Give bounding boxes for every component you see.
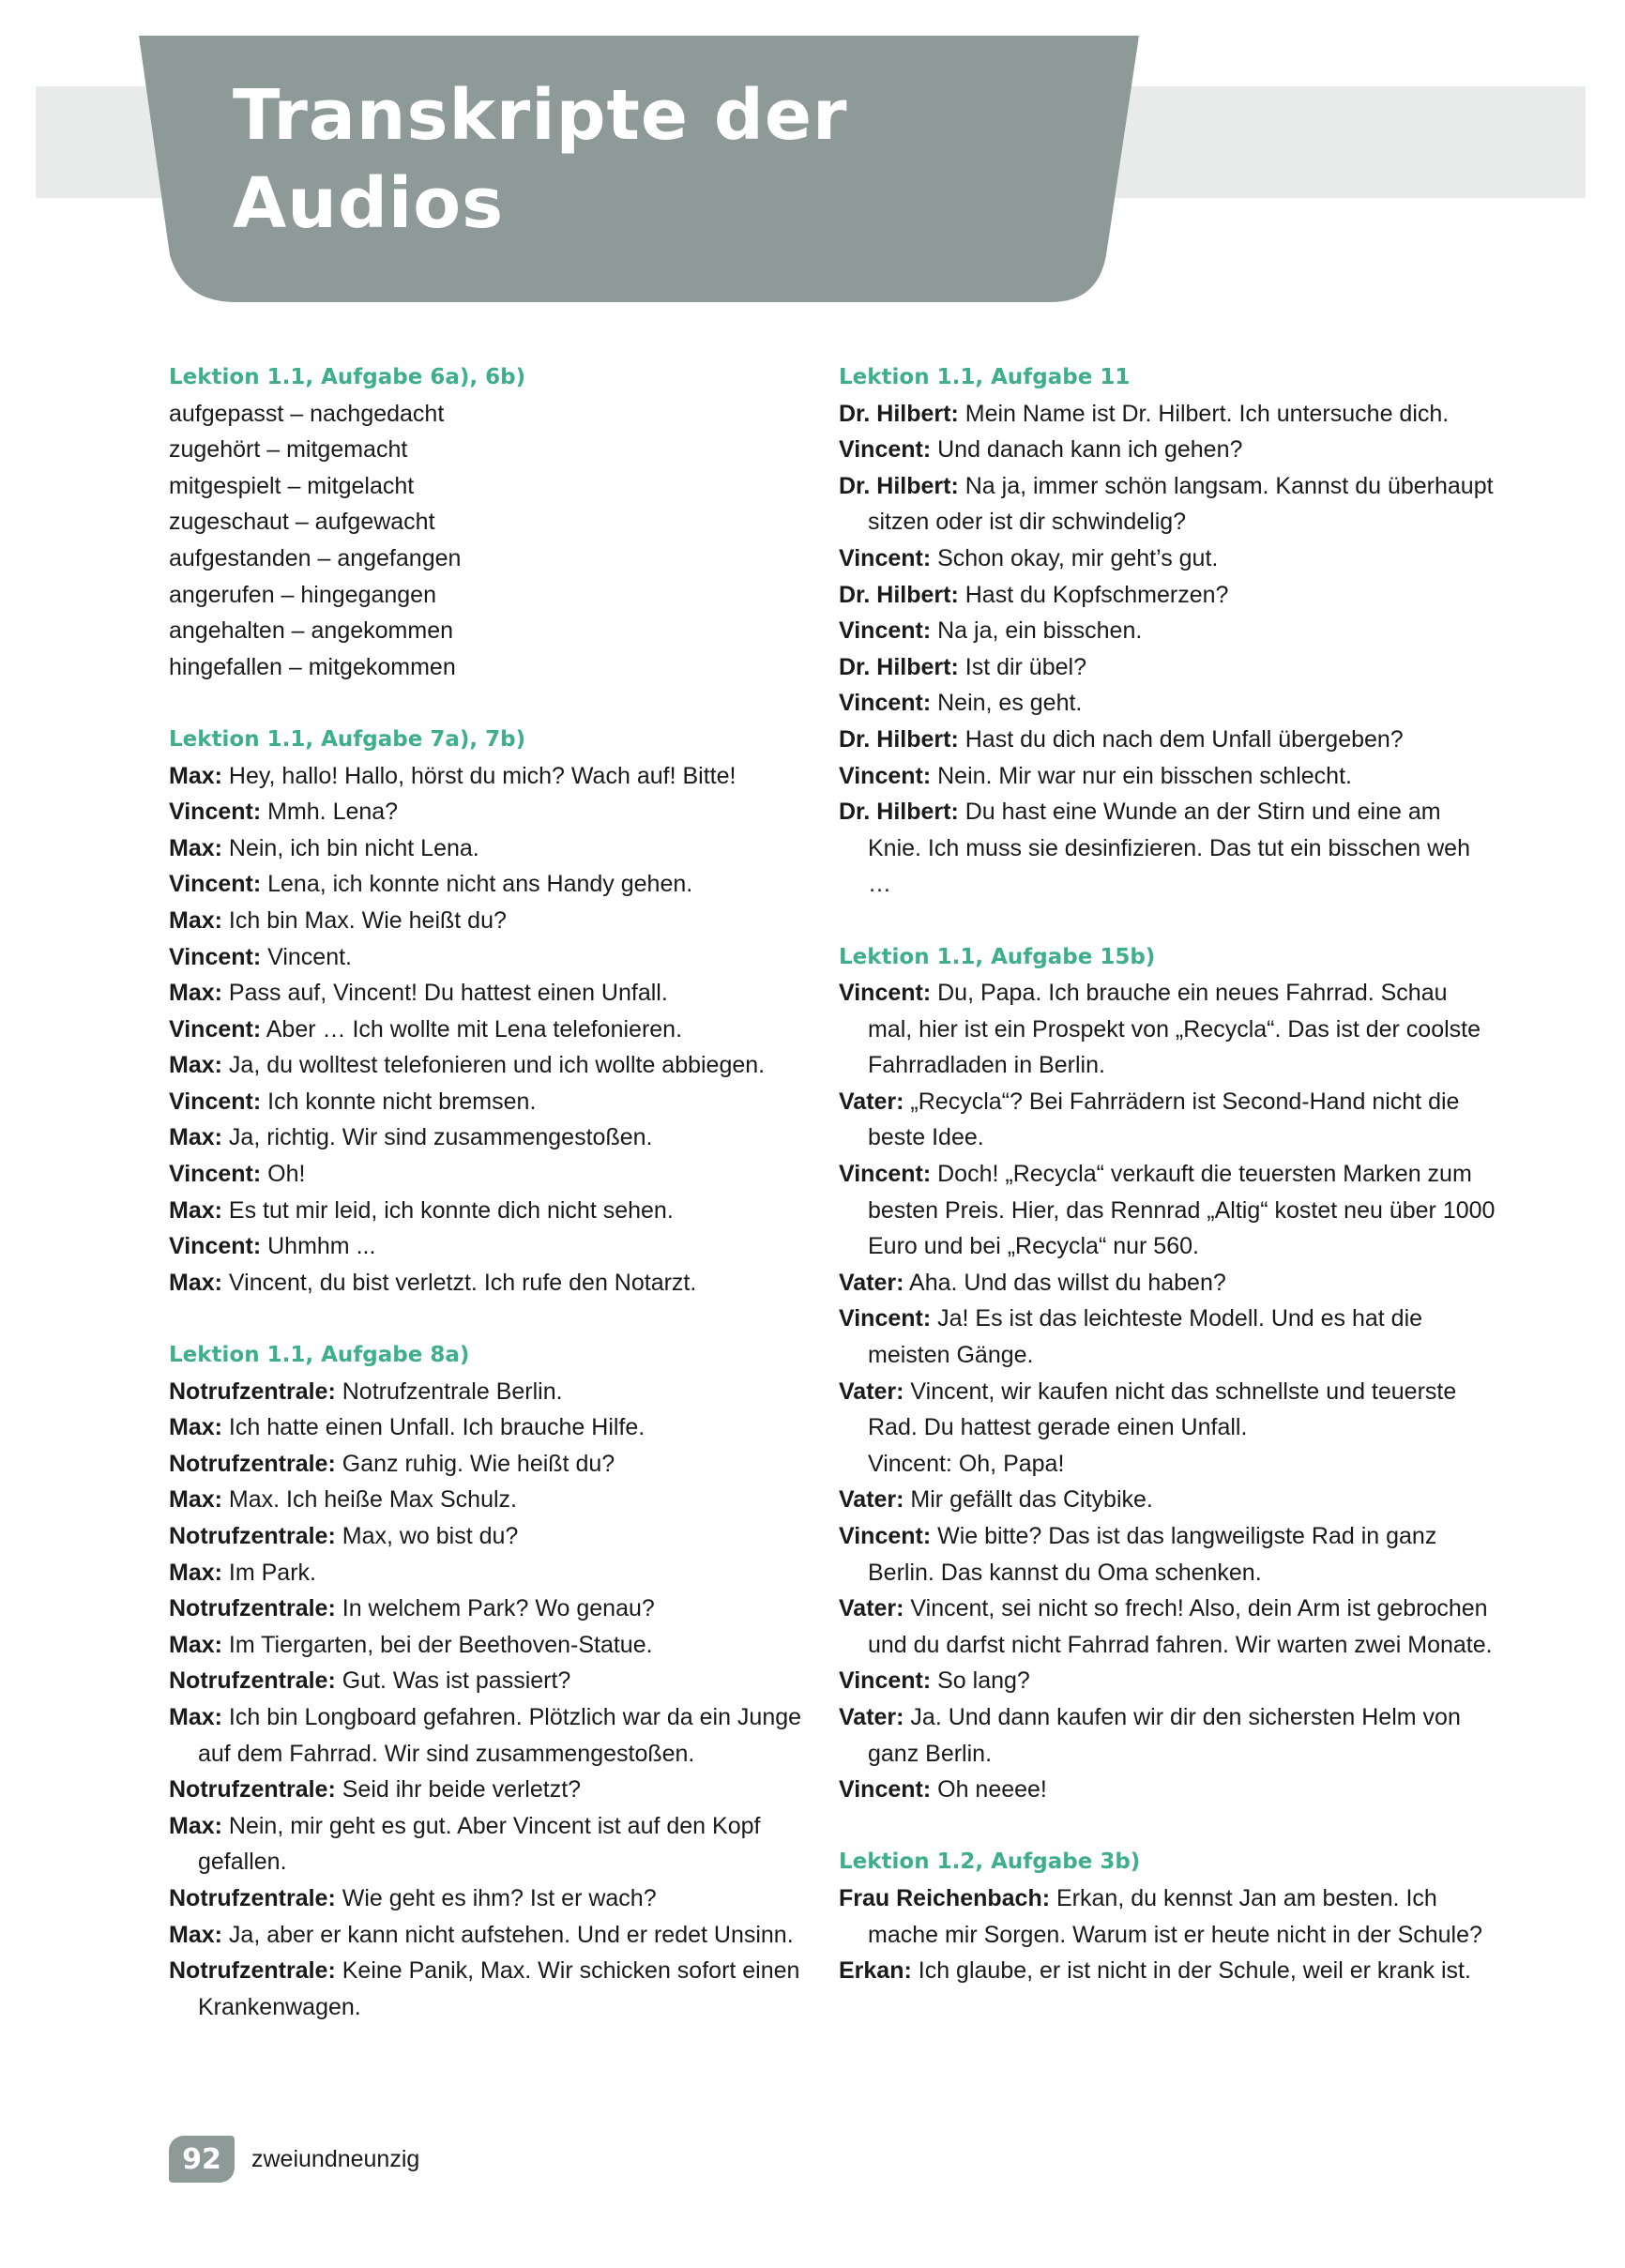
dialogue-text: Seid ihr beide verletzt? xyxy=(335,1776,582,1804)
transcript-section xyxy=(839,939,1496,1808)
dialogue-text: Ja, richtig. Wir sind zusammengestoßen. xyxy=(221,1124,653,1151)
dialogue-text: Uhmhm ... xyxy=(261,1233,376,1260)
speaker-name: Vincent: xyxy=(839,1161,932,1188)
dialogue-line xyxy=(839,396,1496,433)
speaker-name: Vincent: xyxy=(839,762,932,789)
speaker-name: Max: xyxy=(169,1631,222,1658)
dialogue-text: Wie bitte? Das ist das langweiligste Rad in ganz Berlin. Das kannst du Oma schenken. xyxy=(868,1523,1437,1586)
dialogue-line xyxy=(839,540,1496,577)
speaker-name: Max: xyxy=(169,1703,222,1730)
dialogue-line xyxy=(169,1953,826,2025)
transcript-section xyxy=(169,359,826,685)
section-title: Lektion 1.1, Aufgabe 8a) xyxy=(169,1343,470,1368)
word-pair-line: angehalten – angekommen xyxy=(169,617,454,645)
speaker-name: Max: xyxy=(169,1196,222,1224)
dialogue-text: Nein. Mir war nur ein bisschen schlecht. xyxy=(931,762,1352,789)
dialogue-line xyxy=(169,1265,826,1301)
speaker-name: Max: xyxy=(169,1052,222,1079)
section-title: Lektion 1.1, Aufgabe 7a), 7b) xyxy=(169,726,526,752)
dialogue-line xyxy=(169,1591,826,1627)
dialogue-line xyxy=(839,577,1496,614)
speaker-name: Max: xyxy=(169,1414,222,1441)
dialogue-text: Vincent, du bist verletzt. Ich rufe den Notarzt. xyxy=(221,1269,697,1296)
dialogue-line xyxy=(169,794,826,830)
dialogue-line xyxy=(839,1374,1496,1446)
dialogue-text: Ich konnte nicht bremsen. xyxy=(261,1088,537,1115)
speaker-name: Notrufzentrale: xyxy=(169,1667,336,1695)
dialogue-line xyxy=(169,1228,826,1265)
dialogue-text: Im Park. xyxy=(221,1559,316,1586)
dialogue-line xyxy=(839,794,1496,903)
dialogue-line xyxy=(839,685,1496,722)
section-title: Lektion 1.1, Aufgabe 6a), 6b) xyxy=(169,365,526,389)
page-footer xyxy=(169,2136,419,2183)
word-pair-line: aufgepasst – nachgedacht xyxy=(169,400,445,427)
dialogue-line xyxy=(839,1953,1496,1989)
section-title: Lektion 1.2, Aufgabe 3b) xyxy=(839,1849,1141,1875)
dialogue-line xyxy=(169,903,826,939)
dialogue-text: Du, Papa. Ich brauche ein neues Fahrrad. Schau mal, hier ist ein Prospekt von „Recycla“. Das ist der coolste Fahrradladen in Berlin. xyxy=(868,980,1481,1079)
dialogue-text: Ich bin Max. Wie heißt du? xyxy=(221,906,507,934)
speaker-name: Vincent: xyxy=(839,1305,932,1332)
word-pair-line: mitgespielt – mitgelacht xyxy=(169,472,415,499)
speaker-name: Vincent: xyxy=(839,1776,932,1804)
dialogue-line xyxy=(839,1699,1496,1772)
dialogue-text: Wie geht es ihm? Ist er wach? xyxy=(335,1884,657,1911)
dialogue-line xyxy=(169,1518,826,1555)
dialogue-text: Ja, du wolltest telefonieren und ich wollte abbiegen. xyxy=(221,1052,766,1079)
dialogue-line xyxy=(169,758,826,795)
section-title: Lektion 1.1, Aufgabe 15b) xyxy=(839,944,1156,969)
speaker-name: Vincent: xyxy=(169,1088,262,1115)
dialogue-line xyxy=(169,1156,826,1193)
section-title: Lektion 1.1, Aufgabe 11 xyxy=(839,365,1131,389)
speaker-name: Notrufzentrale: xyxy=(169,1450,336,1477)
dialogue-text: Vincent. xyxy=(261,943,352,970)
dialogue-line xyxy=(839,722,1496,758)
speaker-name: Vincent: xyxy=(839,436,932,464)
speaker-name: Max: xyxy=(169,762,222,789)
dialogue-text: Erkan, du kennst Jan am besten. Ich mache mir Sorgen. Warum ist er heute nicht in der Schule? xyxy=(868,1884,1482,1948)
speaker-name: Notrufzentrale: xyxy=(169,1595,336,1622)
dialogue-line xyxy=(839,1591,1496,1663)
dialogue-text: Max, wo bist du? xyxy=(335,1523,519,1549)
dialogue-text: In welchem Park? Wo genau? xyxy=(335,1595,655,1622)
dialogue-text: Schon okay, mir geht’s gut. xyxy=(931,544,1219,571)
speaker-name: Vater: xyxy=(839,1378,904,1405)
dialogue-line xyxy=(169,1119,826,1156)
dialogue-line xyxy=(839,1084,1496,1156)
speaker-name: Notrufzentrale: xyxy=(169,1523,336,1549)
speaker-name: Dr. Hilbert: xyxy=(839,799,959,826)
speaker-name: Dr. Hilbert: xyxy=(839,472,959,499)
word-pair-line: hingefallen – mitgekommen xyxy=(169,653,456,680)
dialogue-line-indented: Vincent: Oh, Papa! xyxy=(868,1450,1065,1477)
speaker-name: Max: xyxy=(169,1559,222,1586)
dialogue-text: Aber … Ich wollte mit Lena telefonieren. xyxy=(261,1015,683,1043)
dialogue-text: Gut. Was ist passiert? xyxy=(335,1667,571,1695)
speaker-name: Notrufzentrale: xyxy=(169,1957,336,1985)
dialogue-line xyxy=(839,975,1496,1084)
dialogue-text: Ja, aber er kann nicht aufstehen. Und er redet Unsinn. xyxy=(221,1921,794,1948)
speaker-name: Max: xyxy=(169,1921,222,1948)
dialogue-text: Pass auf, Vincent! Du hattest einen Unfall. xyxy=(221,980,668,1007)
speaker-name: Vincent: xyxy=(839,1523,932,1549)
speaker-name: Max: xyxy=(169,1269,222,1296)
dialogue-text: Max. Ich heiße Max Schulz. xyxy=(221,1486,517,1514)
dialogue-text: Aha. Und das willst du haben? xyxy=(904,1269,1226,1296)
dialogue-line xyxy=(169,939,826,976)
dialogue-line xyxy=(169,1374,826,1410)
speaker-name: Vincent: xyxy=(169,1233,262,1260)
speaker-name: Dr. Hilbert: xyxy=(839,725,959,753)
dialogue-text: Hey, hallo! Hallo, hörst du mich? Wach auf! Bitte! xyxy=(221,762,737,789)
dialogue-line xyxy=(839,1518,1496,1591)
word-pair-line: zugeschaut – aufgewacht xyxy=(169,509,435,536)
dialogue-line xyxy=(169,1409,826,1446)
speaker-name: Vincent: xyxy=(839,690,932,717)
dialogue-text: Du hast eine Wunde an der Stirn und eine am Knie. Ich muss sie desinfizieren. Das tut ein bisschen weh … xyxy=(868,799,1470,898)
dialogue-text: „Recycla“? Bei Fahrrädern ist Second-Hand nicht die beste Idee. xyxy=(868,1088,1460,1151)
dialogue-text: Na ja, immer schön langsam. Kannst du überhaupt sitzen oder ist dir schwindelig? xyxy=(868,472,1494,536)
word-pair-line: zugehört – mitgemacht xyxy=(169,436,408,464)
speaker-name: Vincent: xyxy=(839,617,932,645)
dialogue-text: Ich hatte einen Unfall. Ich brauche Hilfe. xyxy=(221,1414,645,1441)
dialogue-text: Oh! xyxy=(261,1161,306,1188)
speaker-name: Frau Reichenbach: xyxy=(839,1884,1051,1911)
dialogue-line xyxy=(169,1193,826,1229)
speaker-name: Vincent: xyxy=(169,1015,262,1043)
dialogue-line xyxy=(839,1663,1496,1699)
speaker-name: Vincent: xyxy=(169,1161,262,1188)
page-title: Transkripte der Audios xyxy=(233,75,848,244)
dialogue-text: Ganz ruhig. Wie heißt du? xyxy=(335,1450,615,1477)
word-pair-line: aufgestanden – angefangen xyxy=(169,544,462,571)
dialogue-line xyxy=(169,1555,826,1591)
speaker-name: Notrufzentrale: xyxy=(169,1776,336,1804)
dialogue-text: Lena, ich konnte nicht ans Handy gehen. xyxy=(261,871,693,898)
dialogue-line xyxy=(169,975,826,1012)
dialogue-line xyxy=(839,468,1496,540)
page-number-word: zweiundneunzig xyxy=(251,2145,420,2172)
speaker-name: Max: xyxy=(169,1124,222,1151)
dialogue-line xyxy=(839,1482,1496,1518)
dialogue-text: Vincent, wir kaufen nicht das schnellste und teuerste Rad. Du hattest gerade einen Unfall. xyxy=(868,1378,1457,1441)
dialogue-text: Mmh. Lena? xyxy=(261,799,399,826)
speaker-name: Vincent: xyxy=(169,871,262,898)
transcript-section xyxy=(169,1337,826,2025)
dialogue-text: Ich glaube, er ist nicht in der Schule, weil er krank ist. xyxy=(911,1957,1471,1985)
dialogue-line xyxy=(169,1047,826,1084)
dialogue-line xyxy=(169,1627,826,1664)
dialogue-text: Na ja, ein bisschen. xyxy=(931,617,1143,645)
speaker-name: Erkan: xyxy=(839,1957,912,1985)
left-column xyxy=(169,359,826,2062)
transcript-section xyxy=(839,1844,1496,1988)
dialogue-text: Ich bin Longboard gefahren. Plötzlich war da ein Junge auf dem Fahrrad. Wir sind zusammengestoßen. xyxy=(198,1703,802,1767)
speaker-name: Dr. Hilbert: xyxy=(839,581,959,608)
speaker-name: Notrufzentrale: xyxy=(169,1884,336,1911)
dialogue-line xyxy=(169,1446,826,1483)
right-column xyxy=(839,359,1496,2025)
dialogue-line xyxy=(169,1482,826,1518)
dialogue-text: Doch! „Recycla“ verkauft die teuersten Marken zum besten Preis. Hier, das Rennrad „Altig“ kostet neu über 1000 Euro und bei „Recycla“ nur 560. xyxy=(868,1161,1496,1260)
dialogue-line xyxy=(169,1084,826,1120)
dialogue-line xyxy=(169,1012,826,1048)
speaker-name: Vincent: xyxy=(839,1667,932,1695)
dialogue-line xyxy=(169,830,826,867)
dialogue-line xyxy=(169,1808,826,1880)
speaker-name: Vincent: xyxy=(169,943,262,970)
speaker-name: Max: xyxy=(169,1812,222,1839)
transcript-section xyxy=(839,359,1496,903)
speaker-name: Max: xyxy=(169,906,222,934)
speaker-name: Vater: xyxy=(839,1269,904,1296)
dialogue-text: Und danach kann ich gehen? xyxy=(931,436,1243,464)
transcript-section xyxy=(169,722,826,1301)
dialogue-text: Ja. Und dann kaufen wir dir den sichersten Helm von ganz Berlin. xyxy=(868,1703,1461,1767)
dialogue-text: Nein, es geht. xyxy=(931,690,1083,717)
speaker-name: Vincent: xyxy=(839,544,932,571)
speaker-name: Max: xyxy=(169,834,222,861)
speaker-name: Vater: xyxy=(839,1595,904,1622)
dialogue-text: Notrufzentrale Berlin. xyxy=(335,1378,563,1405)
dialogue-text: Hast du dich nach dem Unfall übergeben? xyxy=(958,725,1404,753)
dialogue-line xyxy=(839,1301,1496,1373)
dialogue-text: Oh neeee! xyxy=(931,1776,1047,1804)
dialogue-text: Mir gefällt das Citybike. xyxy=(904,1486,1153,1514)
dialogue-line xyxy=(839,613,1496,649)
dialogue-line xyxy=(839,649,1496,686)
speaker-name: Vater: xyxy=(839,1088,904,1115)
dialogue-text: Mein Name ist Dr. Hilbert. Ich untersuche dich. xyxy=(958,400,1450,427)
dialogue-line xyxy=(169,866,826,903)
dialogue-line xyxy=(839,1156,1496,1265)
dialogue-line xyxy=(839,758,1496,795)
dialogue-text: Nein, ich bin nicht Lena. xyxy=(221,834,479,861)
speaker-name: Vincent: xyxy=(169,799,262,826)
dialogue-text: Keine Panik, Max. Wir schicken sofort einen Krankenwagen. xyxy=(198,1957,800,2020)
page-number-badge: 92 xyxy=(169,2136,235,2183)
dialogue-text: Ist dir übel? xyxy=(958,653,1086,680)
speaker-name: Dr. Hilbert: xyxy=(839,653,959,680)
dialogue-text: Vincent, sei nicht so frech! Also, dein Arm ist gebrochen und du darfst nicht Fahrrad fahren. Wir warten zwei Monate. xyxy=(868,1595,1493,1658)
dialogue-text: Ja! Es ist das leichteste Modell. Und es hat die meisten Gänge. xyxy=(868,1305,1423,1369)
dialogue-line xyxy=(839,432,1496,468)
dialogue-line xyxy=(169,1699,826,1772)
dialogue-text: Hast du Kopfschmerzen? xyxy=(958,581,1229,608)
dialogue-text: Nein, mir geht es gut. Aber Vincent ist auf den Kopf gefallen. xyxy=(198,1812,761,1876)
dialogue-text: Im Tiergarten, bei der Beethoven-Statue. xyxy=(221,1631,653,1658)
dialogue-text: So lang? xyxy=(931,1667,1030,1695)
speaker-name: Max: xyxy=(169,1486,222,1514)
dialogue-text: Es tut mir leid, ich konnte dich nicht sehen. xyxy=(221,1196,674,1224)
dialogue-line xyxy=(839,1772,1496,1808)
speaker-name: Notrufzentrale: xyxy=(169,1378,336,1405)
speaker-name: Max: xyxy=(169,980,222,1007)
speaker-name: Vater: xyxy=(839,1703,904,1730)
dialogue-line xyxy=(839,1880,1496,1953)
speaker-name: Vincent: xyxy=(839,980,932,1007)
speaker-name: Dr. Hilbert: xyxy=(839,400,959,427)
dialogue-line xyxy=(169,1663,826,1699)
speaker-name: Vater: xyxy=(839,1486,904,1514)
dialogue-line xyxy=(839,1265,1496,1301)
dialogue-line xyxy=(169,1917,826,1954)
dialogue-line xyxy=(169,1880,826,1917)
word-pair-line: angerufen – hingegangen xyxy=(169,581,436,608)
dialogue-line xyxy=(169,1772,826,1808)
